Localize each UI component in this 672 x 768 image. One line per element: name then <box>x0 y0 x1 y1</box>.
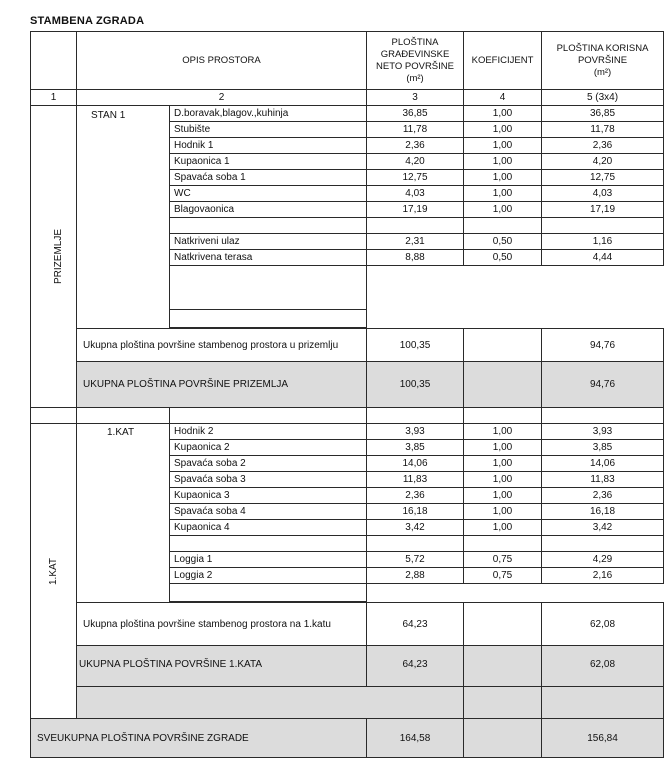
room-koef: 1,00 <box>464 440 542 456</box>
room-neto: 14,06 <box>367 456 464 472</box>
header-neto-line3: NETO POVRŠINE <box>376 60 454 72</box>
total-label: UKUPNA PLOŠTINA POVRŠINE PRIZEMLJA <box>77 362 367 408</box>
room-koef: 1,00 <box>464 170 542 186</box>
header-row <box>31 32 664 90</box>
room-name: Kupaonica 3 <box>170 488 367 504</box>
room-koef: 1,00 <box>464 138 542 154</box>
room-neto: 36,85 <box>367 106 464 122</box>
room-koef: 1,00 <box>464 186 542 202</box>
empty-cell <box>367 536 464 552</box>
empty-cell <box>77 408 170 424</box>
table-row <box>31 106 664 122</box>
empty-cell <box>170 266 367 310</box>
room-koef: 0,50 <box>464 250 542 266</box>
spacer-row <box>31 687 664 719</box>
room-neto: 8,88 <box>367 250 464 266</box>
room-name: Kupaonica 2 <box>170 440 367 456</box>
room-name: Natkrivena terasa <box>170 250 367 266</box>
room-name: Loggia 2 <box>170 568 367 584</box>
area-table <box>30 31 664 758</box>
empty-cell <box>367 408 464 424</box>
room-korisna: 3,93 <box>542 424 664 440</box>
room-korisna: 16,18 <box>542 504 664 520</box>
subtotal-korisna: 94,76 <box>542 329 664 362</box>
room-neto: 2,31 <box>367 234 464 250</box>
room-korisna: 4,29 <box>542 552 664 568</box>
empty-cell <box>31 408 77 424</box>
subtotal-label: Ukupna ploština površine stambenog prostora na 1.katu <box>77 603 367 646</box>
room-neto: 4,03 <box>367 186 464 202</box>
room-korisna: 4,44 <box>542 250 664 266</box>
room-korisna: 36,85 <box>542 106 664 122</box>
grand-total-korisna: 156,84 <box>542 719 664 758</box>
subtotal-label: Ukupna ploština površine stambenog prostora u prizemlju <box>77 329 367 362</box>
subtotal-neto: 100,35 <box>367 329 464 362</box>
header-neto-line2: GRAĐEVINSKE <box>380 48 450 60</box>
section-label-text: 1.KAT <box>47 557 59 585</box>
subtotal-row <box>31 329 664 362</box>
header-neto <box>367 32 464 90</box>
header-korisna-unit: (m²) <box>593 66 612 78</box>
empty-cell <box>464 218 542 234</box>
room-neto: 12,75 <box>367 170 464 186</box>
room-koef: 1,00 <box>464 424 542 440</box>
col-number: 1 <box>31 90 77 106</box>
total-korisna: 62,08 <box>542 646 664 687</box>
room-neto: 2,88 <box>367 568 464 584</box>
room-korisna: 11,83 <box>542 472 664 488</box>
room-name: Spavaća soba 1 <box>170 170 367 186</box>
room-neto: 11,83 <box>367 472 464 488</box>
room-koef: 1,00 <box>464 488 542 504</box>
room-koef: 0,75 <box>464 552 542 568</box>
room-koef: 1,00 <box>464 122 542 138</box>
room-koef: 1,00 <box>464 472 542 488</box>
empty-cell <box>367 218 464 234</box>
total-neto: 100,35 <box>367 362 464 408</box>
empty-cell <box>170 536 367 552</box>
empty-cell <box>170 218 367 234</box>
gap-row <box>31 408 664 424</box>
room-korisna: 2,36 <box>542 488 664 504</box>
subtotal-korisna: 62,08 <box>542 603 664 646</box>
section-label-prizemlje <box>31 106 77 408</box>
grand-total-neto: 164,58 <box>367 719 464 758</box>
document-title: STAMBENA ZGRADA <box>30 15 145 27</box>
room-koef: 1,00 <box>464 504 542 520</box>
grand-total-row <box>31 719 664 758</box>
room-neto: 17,19 <box>367 202 464 218</box>
room-neto: 11,78 <box>367 122 464 138</box>
empty-cell <box>542 218 664 234</box>
col-number: 5 (3x4) <box>542 90 664 106</box>
room-name: Blagovaonica <box>170 202 367 218</box>
header-korisna <box>542 32 664 90</box>
header-neto-line1: PLOŠTINA <box>391 36 439 48</box>
room-korisna: 2,16 <box>542 568 664 584</box>
room-name: Hodnik 2 <box>170 424 367 440</box>
col-number: 2 <box>77 90 367 106</box>
empty-cell <box>170 310 367 328</box>
empty-cell <box>464 646 542 687</box>
room-neto: 3,93 <box>367 424 464 440</box>
grand-total-label: SVEUKUPNA PLOŠTINA POVRŠINE ZGRADE <box>31 719 367 758</box>
room-name: WC <box>170 186 367 202</box>
empty-cell <box>170 584 367 602</box>
room-name: Kupaonica 1 <box>170 154 367 170</box>
total-row <box>31 646 664 687</box>
header-koef: KOEFICIJENT <box>464 32 542 90</box>
room-name: Hodnik 1 <box>170 138 367 154</box>
room-koef: 1,00 <box>464 202 542 218</box>
empty-cell <box>542 687 664 719</box>
room-neto: 3,42 <box>367 520 464 536</box>
room-name: Stubište <box>170 122 367 138</box>
room-name: Natkriveni ulaz <box>170 234 367 250</box>
empty-cell <box>542 536 664 552</box>
room-korisna: 11,78 <box>542 122 664 138</box>
room-name: Spavaća soba 2 <box>170 456 367 472</box>
header-korisna-line2: POVRŠINE <box>577 54 628 66</box>
room-koef: 0,75 <box>464 568 542 584</box>
empty-cell <box>464 408 542 424</box>
subtotal-neto: 64,23 <box>367 603 464 646</box>
room-korisna: 2,36 <box>542 138 664 154</box>
header-empty-cell <box>31 32 77 90</box>
empty-cell <box>367 584 664 602</box>
section-label-text: PRIZEMLJE <box>53 228 65 285</box>
room-korisna: 17,19 <box>542 202 664 218</box>
empty-cell <box>367 266 664 310</box>
table-row <box>31 424 664 440</box>
empty-cell <box>464 687 542 719</box>
room-neto: 4,20 <box>367 154 464 170</box>
room-korisna: 4,20 <box>542 154 664 170</box>
room-name: Spavaća soba 4 <box>170 504 367 520</box>
total-neto: 64,23 <box>367 646 464 687</box>
empty-cell <box>170 408 367 424</box>
room-name: Loggia 1 <box>170 552 367 568</box>
empty-cell <box>542 408 664 424</box>
room-korisna: 14,06 <box>542 456 664 472</box>
header-neto-unit: (m²) <box>406 72 424 84</box>
total-row <box>31 362 664 408</box>
section-label-kat <box>31 424 77 719</box>
empty-cell <box>77 687 464 719</box>
col-number: 3 <box>367 90 464 106</box>
room-koef: 1,00 <box>464 106 542 122</box>
room-name: D.boravak,blagov.,kuhinja <box>170 106 367 122</box>
subtotal-row <box>31 603 664 646</box>
room-korisna: 12,75 <box>542 170 664 186</box>
room-name: Kupaonica 4 <box>170 520 367 536</box>
room-korisna: 3,42 <box>542 520 664 536</box>
room-korisna: 3,85 <box>542 440 664 456</box>
empty-cell <box>464 362 542 408</box>
room-koef: 1,00 <box>464 456 542 472</box>
empty-cell <box>464 603 542 646</box>
total-korisna: 94,76 <box>542 362 664 408</box>
room-korisna: 1,16 <box>542 234 664 250</box>
empty-cell <box>464 329 542 362</box>
room-koef: 0,50 <box>464 234 542 250</box>
total-label: UKUPNA PLOŠTINA POVRŠINE 1.KATA <box>77 646 367 687</box>
room-name: Spavaća soba 3 <box>170 472 367 488</box>
empty-cell <box>464 719 542 758</box>
room-koef: 1,00 <box>464 520 542 536</box>
empty-cell <box>367 310 664 328</box>
room-neto: 16,18 <box>367 504 464 520</box>
empty-cell <box>464 536 542 552</box>
unit-label-kat: 1.KAT <box>77 424 170 603</box>
header-korisna-line1: PLOŠTINA KORISNA <box>556 42 649 54</box>
room-neto: 2,36 <box>367 138 464 154</box>
col-number: 4 <box>464 90 542 106</box>
room-neto: 5,72 <box>367 552 464 568</box>
unit-label-stan1: STAN 1 <box>77 106 170 329</box>
room-neto: 2,36 <box>367 488 464 504</box>
room-koef: 1,00 <box>464 154 542 170</box>
room-neto: 3,85 <box>367 440 464 456</box>
room-korisna: 4,03 <box>542 186 664 202</box>
header-opis: OPIS PROSTORA <box>77 32 367 90</box>
column-number-row <box>31 90 664 106</box>
